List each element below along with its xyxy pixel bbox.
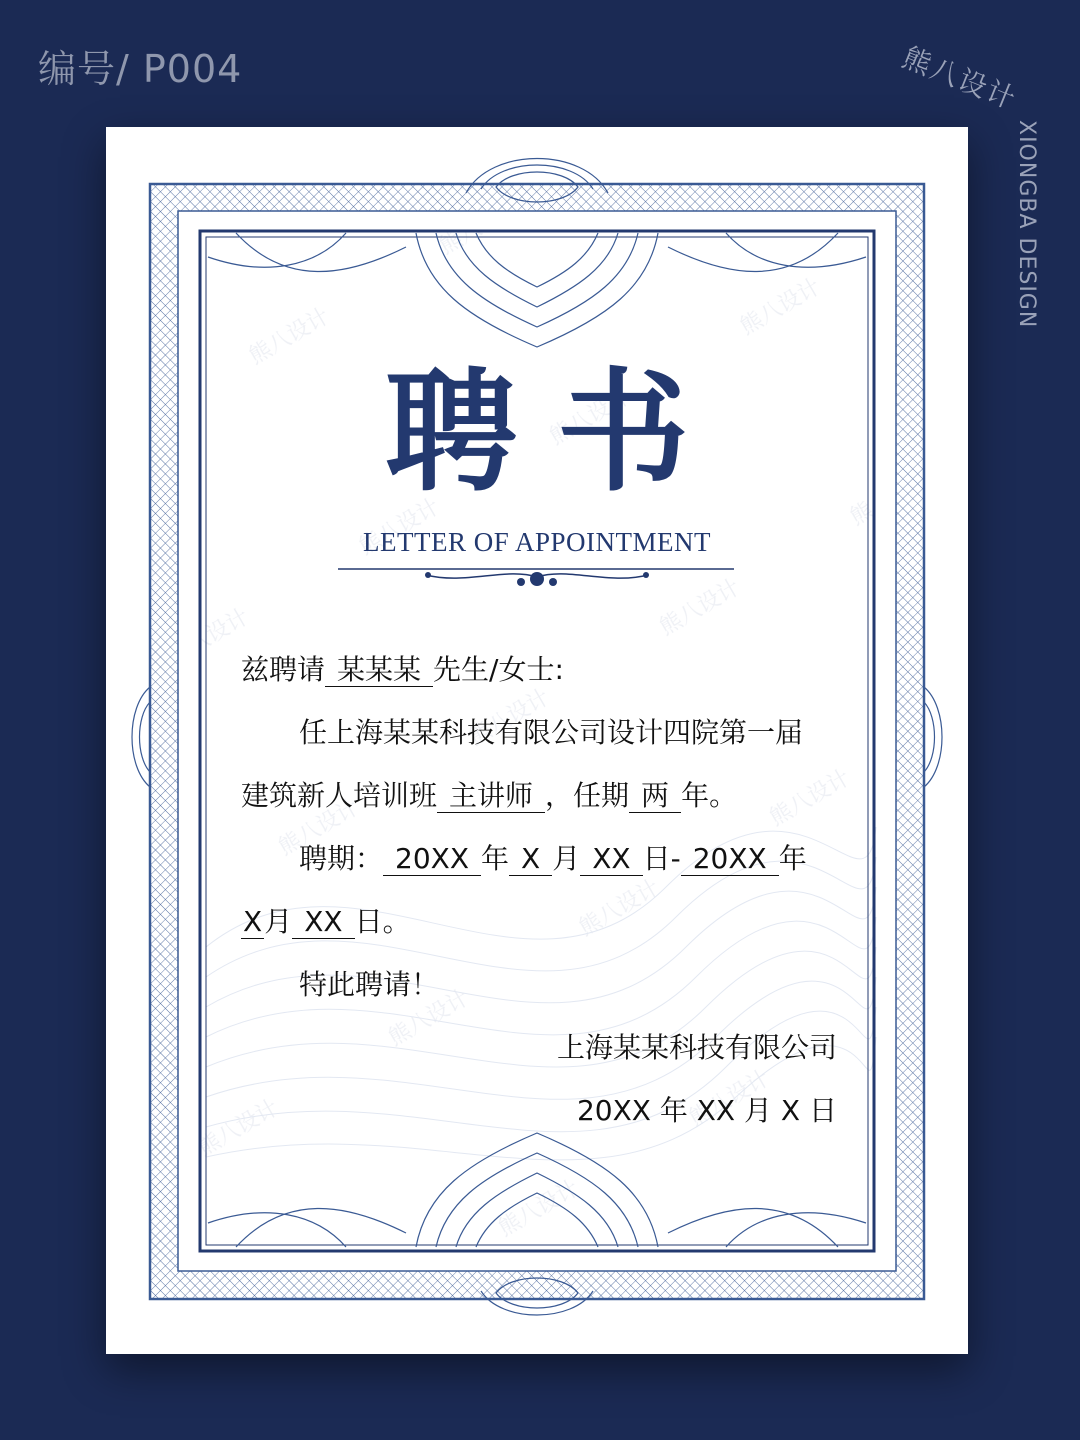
start-day-unit: 日- xyxy=(642,842,681,875)
appointee-name: 某某某 xyxy=(325,653,433,687)
end-month: X xyxy=(243,905,263,938)
certificate-subtitle: LETTER OF APPOINTMENT xyxy=(363,527,711,557)
period-end-line xyxy=(241,894,841,957)
appointee-prefix: 兹聘请 xyxy=(241,653,326,686)
role-name: 主讲师 xyxy=(437,779,545,813)
appointee-line xyxy=(241,642,841,705)
period-label: 聘期： xyxy=(299,842,384,875)
end-day-unit: 日。 xyxy=(354,905,411,938)
role-line xyxy=(241,768,841,831)
end-year-unit: 年 xyxy=(778,842,807,875)
end-year: 20XX xyxy=(681,842,779,876)
brand-name-cn: 熊八设计 xyxy=(897,40,1022,117)
closing-text: 特此聘请！ xyxy=(299,968,440,1001)
position-line xyxy=(241,705,841,768)
certificate-body xyxy=(241,642,841,1146)
document-code-label: 编号/ P004 xyxy=(38,47,243,91)
brand-name-en: XIONGBA DESIGN xyxy=(1014,120,1039,329)
term-label: ，任期 xyxy=(545,779,630,812)
issue-date: 20XX 年 XX 月 X 日 xyxy=(576,1094,837,1127)
start-month: X xyxy=(509,842,552,876)
position-text: 任上海某某科技有限公司设计四院第一届 xyxy=(299,716,804,749)
appointee-suffix: 先生/女士: xyxy=(433,653,564,686)
start-year-unit: 年 xyxy=(481,842,510,875)
term-value: 两 xyxy=(629,779,681,813)
closing-line xyxy=(241,957,841,1020)
end-month-unit: 月 xyxy=(264,905,293,938)
period-line xyxy=(241,831,841,894)
certificate-sheet xyxy=(106,127,968,1354)
start-year: 20XX xyxy=(383,842,481,876)
course-name: 建筑新人培训班 xyxy=(241,779,438,812)
certificate-title: 聘书 xyxy=(385,355,729,510)
company-name: 上海某某科技有限公司 xyxy=(556,1031,837,1064)
term-unit: 年。 xyxy=(681,779,738,812)
end-day: XX xyxy=(292,905,354,939)
start-day: XX xyxy=(580,842,642,876)
start-month-unit: 月 xyxy=(552,842,581,875)
